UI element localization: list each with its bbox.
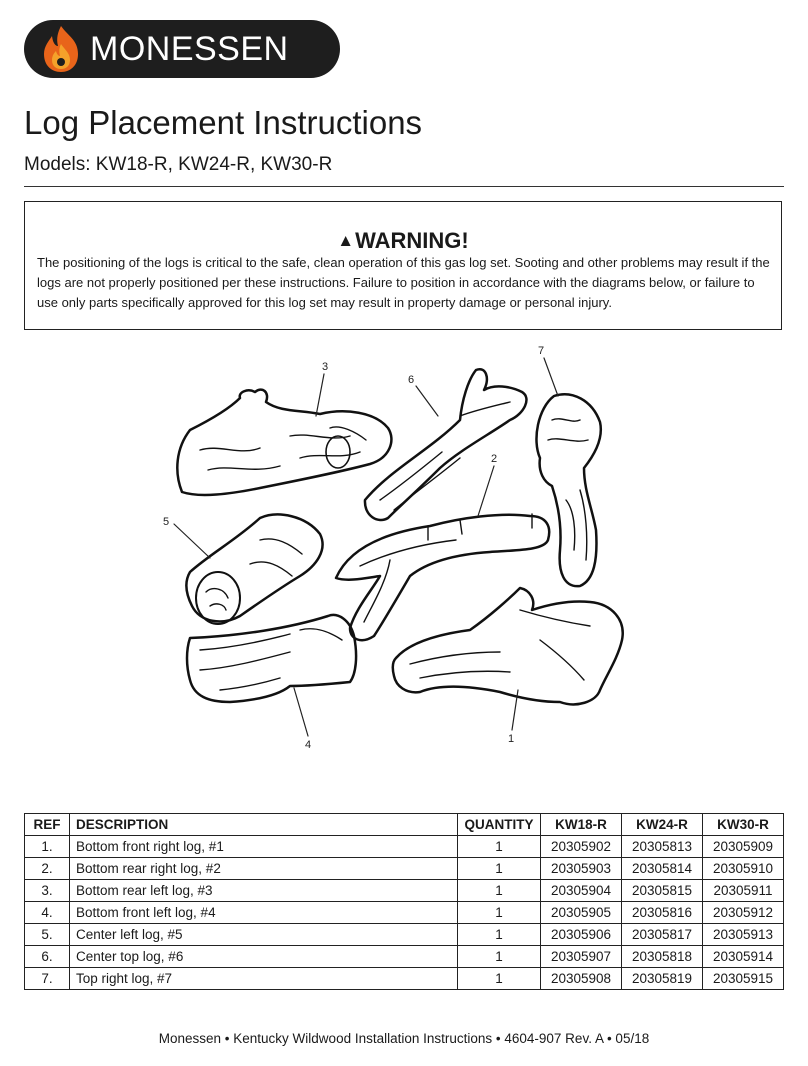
col-kw30r: KW30-R bbox=[703, 814, 784, 836]
table-row bbox=[25, 858, 784, 880]
kw18r-cell: 20305906 bbox=[541, 924, 622, 946]
models-line: Models: KW18-R, KW24-R, KW30-R bbox=[24, 154, 333, 175]
header-divider bbox=[24, 186, 784, 187]
kw30r-cell: 20305910 bbox=[703, 858, 784, 880]
description-cell: Bottom front right log, #1 bbox=[70, 836, 458, 858]
leader-7 bbox=[544, 358, 558, 396]
leader-6 bbox=[416, 386, 438, 416]
kw30r-cell: 20305914 bbox=[703, 946, 784, 968]
kw30r-cell: 20305911 bbox=[703, 880, 784, 902]
kw24r-cell: 20305819 bbox=[622, 968, 703, 990]
ref-cell: 5. bbox=[25, 924, 70, 946]
log-4-illustration bbox=[187, 615, 356, 702]
quantity-cell: 1 bbox=[458, 946, 541, 968]
kw30r-cell: 20305915 bbox=[703, 968, 784, 990]
quantity-cell: 1 bbox=[458, 858, 541, 880]
table-header-row bbox=[25, 814, 784, 836]
kw30r-cell: 20305909 bbox=[703, 836, 784, 858]
kw30r-cell: 20305912 bbox=[703, 902, 784, 924]
leader-3 bbox=[316, 374, 324, 416]
leader-2 bbox=[478, 466, 494, 516]
ref-cell: 2. bbox=[25, 858, 70, 880]
leader-5 bbox=[174, 524, 210, 558]
table-row bbox=[25, 836, 784, 858]
description-cell: Bottom rear right log, #2 bbox=[70, 858, 458, 880]
quantity-cell: 1 bbox=[458, 924, 541, 946]
warning-triangle-icon: ▲ bbox=[337, 231, 355, 250]
description-cell: Center left log, #5 bbox=[70, 924, 458, 946]
kw24r-cell: 20305814 bbox=[622, 858, 703, 880]
col-description: DESCRIPTION bbox=[70, 814, 458, 836]
table-row bbox=[25, 968, 784, 990]
warning-heading-text: WARNING! bbox=[355, 228, 469, 253]
leader-4 bbox=[294, 688, 308, 736]
col-kw24r: KW24-R bbox=[622, 814, 703, 836]
kw18r-cell: 20305905 bbox=[541, 902, 622, 924]
page-title: Log Placement Instructions bbox=[24, 104, 423, 141]
table-row bbox=[25, 946, 784, 968]
warning-heading bbox=[25, 228, 781, 254]
warning-text: The positioning of the logs is critical to the safe, clean operation of this gas log set. Sooting and other problems may result if the logs are not properly positioned per these instructions. Failure to position in accordance with the diagrams below, or failure to use only parts specifically approved for this log set may result in property damage or personal injury. bbox=[37, 255, 770, 310]
callout-1: 1 bbox=[508, 733, 515, 745]
col-ref: REF bbox=[25, 814, 70, 836]
log-1-illustration bbox=[393, 588, 623, 704]
ref-cell: 4. bbox=[25, 902, 70, 924]
parts-table bbox=[24, 813, 784, 990]
kw18r-cell: 20305903 bbox=[541, 858, 622, 880]
kw18r-cell: 20305908 bbox=[541, 968, 622, 990]
ref-cell: 6. bbox=[25, 946, 70, 968]
log-2-illustration bbox=[336, 514, 549, 640]
log-3-illustration bbox=[177, 390, 391, 495]
kw18r-cell: 20305904 bbox=[541, 880, 622, 902]
quantity-cell: 1 bbox=[458, 902, 541, 924]
log-7-illustration bbox=[536, 394, 600, 586]
kw24r-cell: 20305817 bbox=[622, 924, 703, 946]
brand-name: MONESSEN bbox=[90, 29, 289, 68]
kw24r-cell: 20305815 bbox=[622, 880, 703, 902]
quantity-cell: 1 bbox=[458, 836, 541, 858]
table-row bbox=[25, 924, 784, 946]
col-kw18r: KW18-R bbox=[541, 814, 622, 836]
callout-3: 3 bbox=[322, 361, 329, 373]
brand-logo bbox=[24, 20, 340, 78]
callout-4: 4 bbox=[305, 739, 312, 751]
callout-6: 6 bbox=[408, 374, 415, 386]
callout-5: 5 bbox=[163, 516, 170, 528]
description-cell: Bottom front left log, #4 bbox=[70, 902, 458, 924]
table-row bbox=[25, 880, 784, 902]
callout-7: 7 bbox=[538, 345, 545, 357]
kw24r-cell: 20305813 bbox=[622, 836, 703, 858]
quantity-cell: 1 bbox=[458, 880, 541, 902]
warning-box bbox=[24, 201, 782, 330]
log-placement-diagram bbox=[160, 340, 660, 760]
log-5-illustration bbox=[186, 515, 322, 624]
kw24r-cell: 20305818 bbox=[622, 946, 703, 968]
quantity-cell: 1 bbox=[458, 968, 541, 990]
table-row bbox=[25, 902, 784, 924]
ref-cell: 3. bbox=[25, 880, 70, 902]
kw30r-cell: 20305913 bbox=[703, 924, 784, 946]
log-6-illustration bbox=[365, 369, 527, 520]
callout-2: 2 bbox=[491, 453, 498, 465]
ref-cell: 7. bbox=[25, 968, 70, 990]
description-cell: Bottom rear left log, #3 bbox=[70, 880, 458, 902]
col-quantity: QUANTITY bbox=[458, 814, 541, 836]
kw18r-cell: 20305907 bbox=[541, 946, 622, 968]
page-footer: Monessen • Kentucky Wildwood Installation Instructions • 4604-907 Rev. A • 05/18 bbox=[158, 1031, 650, 1046]
kw24r-cell: 20305816 bbox=[622, 902, 703, 924]
description-cell: Center top log, #6 bbox=[70, 946, 458, 968]
kw18r-cell: 20305902 bbox=[541, 836, 622, 858]
description-cell: Top right log, #7 bbox=[70, 968, 458, 990]
flame-icon bbox=[38, 24, 84, 74]
ref-cell: 1. bbox=[25, 836, 70, 858]
